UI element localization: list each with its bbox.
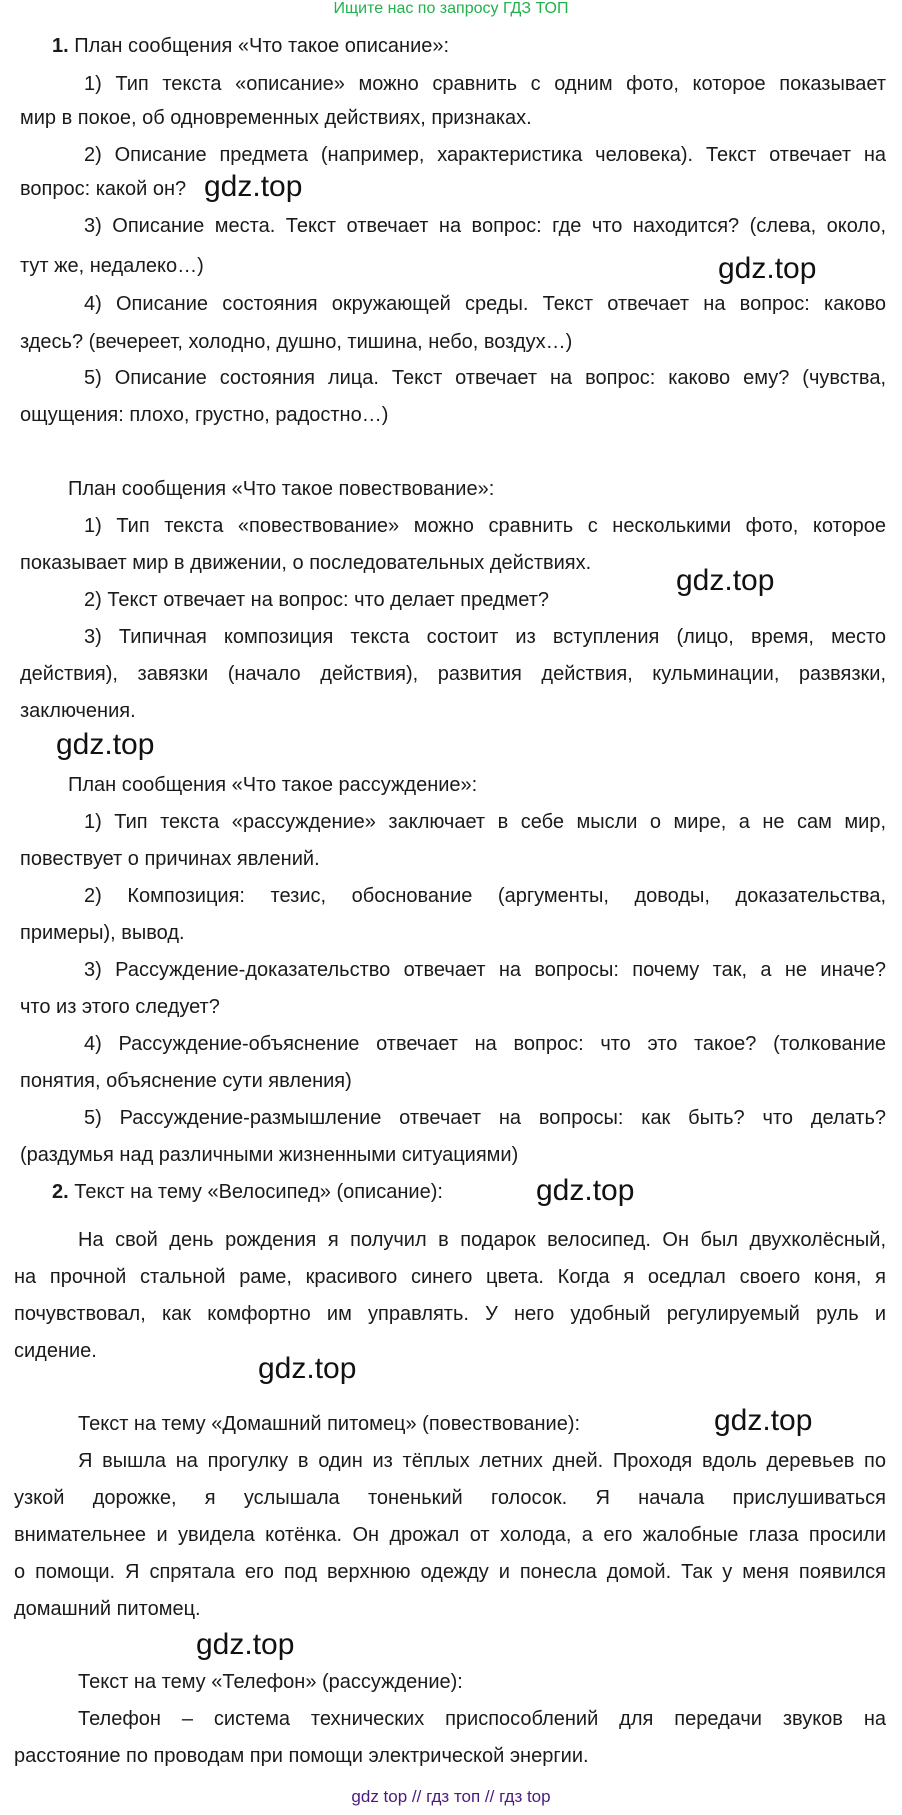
search-banner[interactable]: Ищите нас по запросу ГДЗ ТОП	[333, 0, 569, 17]
paragraph-line: 3) Описание места. Текст отвечает на вопрос: где что находится? (слева, около,	[84, 215, 886, 237]
paragraph-line: 1) Тип текста «повествование» можно сравнить с несколькими фото, которое	[84, 515, 886, 537]
paragraph-line: ощущения: плохо, грустно, радостно…)	[20, 404, 389, 426]
paragraph-line: 2) Композиция: тезис, обоснование (аргументы, доводы, доказательства,	[84, 885, 886, 907]
section-title: План сообщения «Что такое описание»:	[74, 35, 450, 57]
paragraph-line: мир в покое, об одновременных действиях, признаках.	[20, 107, 532, 129]
watermark: gdz.top	[196, 1628, 295, 1661]
paragraph-line: домашний питомец.	[14, 1598, 201, 1620]
paragraph-line: заключения.	[20, 700, 136, 722]
watermark: gdz.top	[536, 1174, 635, 1207]
watermark: gdz.top	[714, 1404, 813, 1437]
paragraph-line: на прочной стальной раме, красивого синего цвета. Когда я оседлал своего коня, я	[14, 1266, 886, 1288]
paragraph-line: 3) Рассуждение-доказательство отвечает на вопросы: почему так, а не иначе?	[84, 959, 886, 981]
paragraph-line: действия), завязки (начало действия), развития действия, кульминации, развязки,	[20, 663, 886, 685]
paragraph-line: 2) Описание предмета (например, характеристика человека). Текст отвечает на	[84, 144, 886, 166]
section-1-heading	[52, 34, 449, 58]
paragraph-line: что из этого следует?	[20, 996, 220, 1018]
paragraph-line: узкой дорожке, я услышала тоненький голосок. Я начала прислушиваться	[14, 1487, 886, 1509]
section-number: 1.	[52, 35, 69, 57]
paragraph-line: 5) Рассуждение-размышление отвечает на вопросы: как быть? что делать?	[84, 1107, 886, 1129]
watermark: gdz.top	[258, 1352, 357, 1385]
paragraph-line: 1) Тип текста «рассуждение» заключает в себе мысли о мире, а не сам мир,	[84, 811, 886, 833]
paragraph-line: сидение.	[14, 1340, 97, 1362]
paragraph-line: внимательнее и увидела котёнка. Он дрожал от холода, а его жалобные глаза просили	[14, 1524, 886, 1546]
paragraph-line: 2) Текст отвечает на вопрос: что делает предмет?	[84, 589, 550, 611]
paragraph-line: понятия, объяснение сути явления)	[20, 1070, 352, 1092]
paragraph-line: примеры), вывод.	[20, 922, 185, 944]
paragraph-line: 5) Описание состояния лица. Текст отвечает на вопрос: каково ему? (чувства,	[84, 367, 886, 389]
paragraph-line: показывает мир в движении, о последовательных действиях.	[20, 552, 592, 574]
section-title: Текст на тему «Велосипед» (описание):	[74, 1181, 443, 1203]
footer-links[interactable]: gdz top // гдз топ // гдз top	[351, 1787, 551, 1806]
watermark: gdz.top	[56, 728, 155, 761]
paragraph-line: (раздумья над различными жизненными ситуациями)	[20, 1144, 519, 1166]
paragraph-line: На свой день рождения я получил в подарок велосипед. Он был двухколёсный,	[78, 1229, 886, 1251]
watermark: gdz.top	[676, 564, 775, 597]
watermark: gdz.top	[718, 252, 817, 285]
paragraph-line: 1) Тип текста «описание» можно сравнить с одним фото, которое показывает	[84, 73, 886, 95]
paragraph-line: 4) Описание состояния окружающей среды. Текст отвечает на вопрос: каково	[84, 293, 886, 315]
plan-title: План сообщения «Что такое рассуждение»:	[68, 774, 478, 796]
paragraph-line: повествует о причинах явлений.	[20, 848, 320, 870]
paragraph-line: Я вышла на прогулку в один из тёплых летних дней. Проходя вдоль деревьев по	[78, 1450, 886, 1472]
text-title: Текст на тему «Телефон» (рассуждение):	[78, 1671, 463, 1693]
paragraph-line: Телефон – система технических приспособлений для передачи звуков на	[78, 1708, 886, 1730]
text-title: Текст на тему «Домашний питомец» (повествование):	[78, 1413, 581, 1435]
paragraph-line: тут же, недалеко…)	[20, 255, 204, 277]
paragraph-line: расстояние по проводам при помощи электрической энергии.	[14, 1745, 589, 1767]
paragraph-line: о помощи. Я спрятала его под верхнюю одежду и понесла домой. Так у меня появился	[14, 1561, 886, 1583]
paragraph-line: здесь? (вечереет, холодно, душно, тишина, небо, воздух…)	[20, 331, 573, 353]
paragraph-line: почувствовал, как комфортно им управлять. У него удобный регулируемый руль и	[14, 1303, 886, 1325]
paragraph-line: 3) Типичная композиция текста состоит из вступления (лицо, время, место	[84, 626, 886, 648]
plan-title: План сообщения «Что такое повествование»:	[68, 478, 495, 500]
section-2-heading	[52, 1180, 443, 1204]
section-number: 2.	[52, 1181, 69, 1203]
paragraph-line: 4) Рассуждение-объяснение отвечает на вопрос: что это такое? (толкование	[84, 1033, 886, 1055]
watermark: gdz.top	[204, 170, 303, 203]
paragraph-line: вопрос: какой он?	[20, 178, 187, 200]
